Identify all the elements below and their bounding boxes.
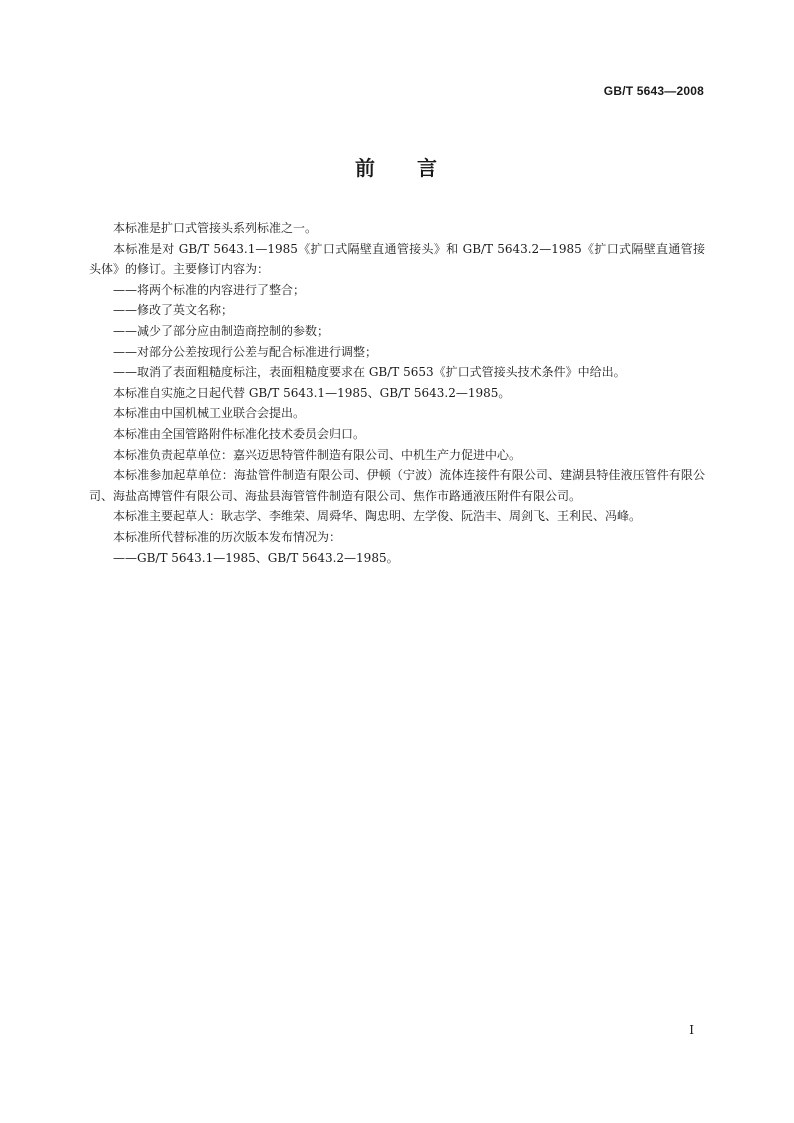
change-item-merge: ——将两个标准的内容进行了整合； bbox=[113, 282, 306, 297]
standard-code: GB/T 5643—2008 bbox=[603, 84, 704, 98]
paragraph-history-intro: 本标准所代替标准的历次版本发布情况为： bbox=[113, 529, 342, 544]
paragraph-proposed-by: 本标准由中国机械工业联合会提出。 bbox=[113, 406, 306, 421]
paragraph-scope: 本标准是扩口式管接头系列标准之一。 bbox=[113, 221, 318, 235]
title-char-1: 前 bbox=[355, 156, 377, 180]
paragraph-centralized-by: 本标准由全国管路附件标准化技术委员会归口。 bbox=[113, 426, 366, 441]
paragraph-main-drafters: 本标准主要起草人：耿志学、李维荣、周舜华、陶忠明、左学俊、阮浩丰、周剑飞、王利民、冯峰。 bbox=[113, 509, 642, 524]
title-char-2: 言 bbox=[417, 156, 439, 180]
paragraph-participating-drafters: 本标准参加起草单位：海盐管件制造有限公司、伊顿（宁波）流体连接件有限公司、建湖县特佳液压管件有限公司、海盐高博管件有限公司、海盐县海管管件制造有限公司、焦作市路通液压附件有限公司。 bbox=[89, 468, 705, 503]
page-title bbox=[0, 152, 794, 181]
change-item-english-name: ——修改了英文名称； bbox=[113, 303, 234, 318]
paragraph-lead-drafter: 本标准负责起草单位：嘉兴迈思特管件制造有限公司、中机生产力促进中心。 bbox=[113, 447, 522, 462]
change-item-roughness: ——取消了表面粗糙度标注，表面粗糙度要求在 GB/T 5653《扩口式管接头技术条件》中给出。 bbox=[113, 365, 626, 380]
page-number: I bbox=[689, 1023, 694, 1037]
foreword-body bbox=[89, 218, 705, 568]
change-item-tolerances: ——对部分公差按现行公差与配合标准进行调整； bbox=[113, 344, 378, 359]
paragraph-replaces: 本标准自实施之日起代替 GB/T 5643.1—1985、GB/T 5643.2—1985。 bbox=[113, 385, 511, 400]
paragraph-revision: 本标准是对 GB/T 5643.1—1985《扩口式隔壁直通管接头》和 GB/T 5643.2—1985《扩口式隔壁直通管接头体》的修订。主要修订内容为： bbox=[89, 241, 705, 277]
change-item-parameters: ——减少了部分应由制造商控制的参数； bbox=[113, 323, 330, 338]
history-item: ——GB/T 5643.1—1985、GB/T 5643.2—1985。 bbox=[113, 550, 399, 565]
